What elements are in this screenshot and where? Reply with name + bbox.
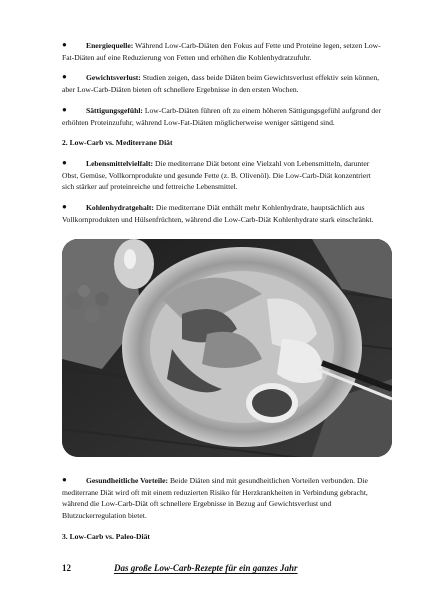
bullet-icon: ●	[62, 104, 67, 114]
list-item	[62, 72, 384, 95]
bullet-text: Low-Carb-Diäten führen oft zu einem höheren Sättigungsgefühl aufgrund der erhöhten Proteinzufuhr, während Low-Fat-Diäten möglicherweise weniger sättigend sind.	[62, 105, 382, 127]
bullet-text: Während Low-Carb-Diäten den Fokus auf Fette und Proteine legen, setzen Low-Fat-Diäten auf eine Reduzierung von Fetten und erhöhen die Kohlenhydratzufuhr.	[62, 41, 381, 62]
page-body	[62, 40, 384, 234]
bullet-icon: ●	[62, 40, 67, 49]
bullet-term: Energiequelle:	[86, 41, 134, 50]
bullet-icon: ●	[62, 475, 67, 484]
bullet-term: Gewichtsverlust:	[86, 73, 141, 83]
bullet-icon: ●	[62, 157, 67, 167]
page-body-lower	[62, 475, 386, 552]
bullet-term: Lebensmittelvielfalt:	[86, 158, 154, 168]
section-heading: 2. Low-Carb vs. Mediterrane Diät	[62, 138, 173, 148]
list-item	[62, 202, 384, 225]
bullet-term: Sättigungsgefühl:	[86, 105, 143, 115]
bullet-text: Die mediterrane Diät betont eine Vielzahl von Lebensmitteln, darunter Obst, Gemüse, Vollkornprodukte und gesunde Fette (z. B. Olivenöl). Die Low-Carb-Diät konzentriert sich stärker auf proteinreiche und fettreiche Lebensmittel.	[62, 158, 371, 192]
list-item	[62, 475, 386, 522]
food-photo	[62, 239, 392, 457]
list-item	[62, 40, 384, 63]
bullet-icon: ●	[62, 72, 67, 82]
plate-illustration	[62, 239, 392, 457]
bullet-list-mid	[62, 158, 384, 226]
bullet-list-bottom	[62, 475, 386, 522]
bullet-list-top	[62, 40, 384, 128]
bullet-term: Gesundheitliche Vorteile:	[86, 476, 169, 485]
page-footer	[62, 563, 392, 575]
bullet-term: Kohlenhydratgehalt:	[86, 203, 154, 213]
section-heading: 3. Low-Carb vs. Paleo-Diät	[62, 531, 150, 541]
bullet-text: Studien zeigen, dass beide Diäten beim Gewichtsverlust effektiv sein können, aber Low-Carb-Diäten bieten oft schnellere Ergebnisse in den ersten Wochen.	[62, 73, 380, 95]
bullet-text: Die mediterrane Diät enthält mehr Kohlenhydrate, hauptsächlich aus Vollkornprodukten und Hülsenfrüchten, während die Low-Carb-Diät Kohlenhydrate stark einschränkt.	[62, 203, 374, 224]
book-title: Das große Low-Carb-Rezepte für ein ganzes Jahr	[114, 563, 298, 573]
list-item	[62, 158, 384, 193]
list-item	[62, 105, 384, 128]
page-number: 12	[62, 563, 71, 573]
bullet-icon: ●	[62, 202, 67, 212]
bullet-text: Beide Diäten sind mit gesundheitlichen Vorteilen verbunden. Die mediterrane Diät wird oft mit einem reduzierten Risiko für Herzkrankheiten in Verbindung gebracht, während die Low-Carb-Diät oft schnellere Ergebnisse in Bezug auf Gewichtsverlust und Blutzuckerregulation bietet.	[62, 476, 368, 521]
